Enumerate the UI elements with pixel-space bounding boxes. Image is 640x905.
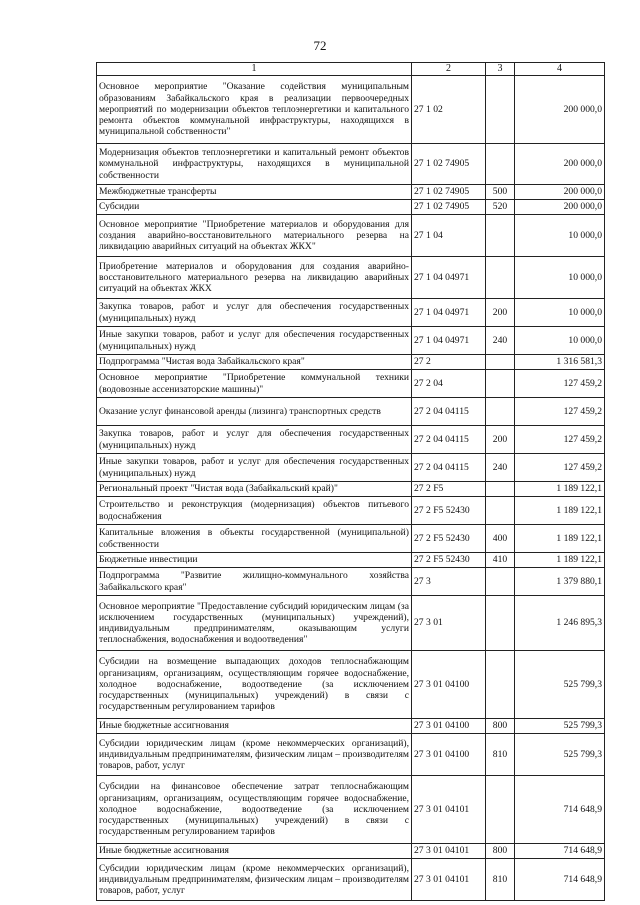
row-name: Субсидии на финансовое обеспечение затрат теплоснабжающим организациям, организациям, осуществляющим горячее водоснабжение, холодное водоснабжение, водоотведение (за исключением государственных (муниципальных) учреждений) в связи с государственным регулированием тарифов — [97, 776, 412, 844]
row-amount: 1 189 122,1 — [515, 482, 605, 497]
row-code: 27 1 02 74905 — [412, 185, 486, 200]
row-code: 27 2 04 04115 — [412, 454, 486, 482]
row-code: 27 1 02 — [412, 76, 486, 144]
row-expense-type: 410 — [486, 553, 515, 568]
table-row — [97, 185, 605, 200]
row-name: Основное мероприятие "Приобретение коммунальной техники (водовозные ассенизаторские машины)" — [97, 370, 412, 398]
column-header-expense-type: 3 — [486, 63, 515, 76]
row-expense-type: 810 — [486, 859, 515, 901]
table-row — [97, 454, 605, 482]
column-header-amount: 4 — [515, 63, 605, 76]
row-code: 27 3 01 04101 — [412, 844, 486, 859]
row-amount: 127 459,2 — [515, 426, 605, 454]
row-amount: 127 459,2 — [515, 398, 605, 426]
table-row — [97, 144, 605, 185]
row-expense-type — [486, 497, 515, 525]
row-expense-type — [486, 596, 515, 651]
row-amount: 1 189 122,1 — [515, 497, 605, 525]
table-row — [97, 215, 605, 257]
row-amount: 200 000,0 — [515, 185, 605, 200]
row-expense-type — [486, 482, 515, 497]
row-expense-type — [486, 370, 515, 398]
row-name: Приобретение материалов и оборудования для создания аварийно-восстановительного материального резерва на ликвидацию аварийных ситуаций на объектах ЖКХ — [97, 257, 412, 299]
row-expense-type — [486, 776, 515, 844]
row-amount: 200 000,0 — [515, 76, 605, 144]
row-amount: 1 316 581,3 — [515, 355, 605, 370]
row-expense-type: 200 — [486, 426, 515, 454]
row-name: Основное мероприятие "Приобретение материалов и оборудования для создания аварийно-восстановительного материального резерва на ликвидацию аварийных ситуаций на объектах ЖКХ" — [97, 215, 412, 257]
table-row — [97, 76, 605, 144]
table-row — [97, 525, 605, 553]
row-expense-type: 810 — [486, 734, 515, 776]
row-expense-type: 400 — [486, 525, 515, 553]
row-code: 27 2 F5 52430 — [412, 525, 486, 553]
row-expense-type — [486, 76, 515, 144]
row-amount: 200 000,0 — [515, 200, 605, 215]
row-expense-type — [486, 398, 515, 426]
table-row — [97, 568, 605, 596]
row-name: Строительство и реконструкция (модернизация) объектов питьевого водоснабжения — [97, 497, 412, 525]
row-code: 27 2 04 — [412, 370, 486, 398]
row-amount: 10 000,0 — [515, 257, 605, 299]
row-name: Закупка товаров, работ и услуг для обеспечения государственных (муниципальных) нужд — [97, 299, 412, 327]
row-name: Подпрограмма "Чистая вода Забайкальского края" — [97, 355, 412, 370]
row-amount: 714 648,9 — [515, 776, 605, 844]
row-amount: 1 189 122,1 — [515, 525, 605, 553]
row-name: Иные бюджетные ассигнования — [97, 844, 412, 859]
table-row — [97, 651, 605, 719]
column-header-name: 1 — [97, 63, 412, 76]
page-number: 72 — [313, 38, 327, 53]
table-row — [97, 327, 605, 355]
row-code: 27 2 — [412, 355, 486, 370]
row-name: Субсидии юридическим лицам (кроме некоммерческих организаций), индивидуальным предпринимателям, физическим лицам – производителям товаров, работ, услуг — [97, 734, 412, 776]
table-row — [97, 844, 605, 859]
row-code: 27 2 04 04115 — [412, 426, 486, 454]
table-row — [97, 370, 605, 398]
row-amount: 714 648,9 — [515, 859, 605, 901]
row-amount: 10 000,0 — [515, 299, 605, 327]
row-name: Субсидии — [97, 200, 412, 215]
row-name: Иные бюджетные ассигнования — [97, 719, 412, 734]
row-code: 27 3 01 04100 — [412, 651, 486, 719]
row-code: 27 1 04 04971 — [412, 299, 486, 327]
row-expense-type — [486, 651, 515, 719]
row-code: 27 3 01 04101 — [412, 859, 486, 901]
row-expense-type — [486, 355, 515, 370]
row-name: Основное мероприятие "Предоставление субсидий юридическим лицам (за исключением государственных (муниципальных) учреждений), индивидуальным предпринимателям, оказывающим услуги теплоснабжения, водоснабжения и водоотведения" — [97, 596, 412, 651]
row-code: 27 1 04 — [412, 215, 486, 257]
row-code: 27 3 01 04100 — [412, 734, 486, 776]
row-amount: 10 000,0 — [515, 215, 605, 257]
row-amount: 525 799,3 — [515, 651, 605, 719]
row-code: 27 2 F5 52430 — [412, 497, 486, 525]
row-expense-type — [486, 215, 515, 257]
row-expense-type — [486, 568, 515, 596]
row-amount: 1 246 895,3 — [515, 596, 605, 651]
row-code: 27 1 02 74905 — [412, 200, 486, 215]
row-code: 27 2 F5 52430 — [412, 553, 486, 568]
row-expense-type: 200 — [486, 299, 515, 327]
row-amount: 525 799,3 — [515, 719, 605, 734]
table-row — [97, 596, 605, 651]
table-header-row — [97, 63, 605, 76]
row-name: Региональный проект "Чистая вода (Забайкальский край)" — [97, 482, 412, 497]
row-name: Модернизация объектов теплоэнергетики и капитальный ремонт объектов коммунальной инфраструктуры, находящихся в муниципальной собственности — [97, 144, 412, 185]
row-code: 27 3 01 — [412, 596, 486, 651]
table-row — [97, 734, 605, 776]
row-amount: 10 000,0 — [515, 327, 605, 355]
budget-table — [96, 62, 605, 901]
table-row — [97, 426, 605, 454]
row-code: 27 1 04 04971 — [412, 327, 486, 355]
row-expense-type: 520 — [486, 200, 515, 215]
row-expense-type: 800 — [486, 719, 515, 734]
table-row — [97, 553, 605, 568]
table-row — [97, 859, 605, 901]
row-code: 27 2 F5 — [412, 482, 486, 497]
table-row — [97, 497, 605, 525]
row-name: Субсидии на возмещение выпадающих доходов теплоснабжающим организациям, организациям, осуществляющим горячее водоснабжение, холодное водоснабжение, водоотведение (за исключением государственных (муниципальных) учреждений) в связи с государственным регулированием тарифов — [97, 651, 412, 719]
table-row — [97, 200, 605, 215]
row-name: Иные закупки товаров, работ и услуг для обеспечения государственных (муниципальных) нужд — [97, 327, 412, 355]
row-code: 27 3 01 04100 — [412, 719, 486, 734]
row-expense-type: 240 — [486, 454, 515, 482]
row-expense-type — [486, 257, 515, 299]
row-name: Бюджетные инвестиции — [97, 553, 412, 568]
table-row — [97, 355, 605, 370]
row-name: Субсидии юридическим лицам (кроме некоммерческих организаций), индивидуальным предпринимателям, физическим лицам – производителям товаров, работ, услуг — [97, 859, 412, 901]
row-code: 27 1 02 74905 — [412, 144, 486, 185]
table-row — [97, 299, 605, 327]
row-code: 27 2 04 04115 — [412, 398, 486, 426]
row-code: 27 3 — [412, 568, 486, 596]
table-row — [97, 257, 605, 299]
row-amount: 525 799,3 — [515, 734, 605, 776]
table-row — [97, 398, 605, 426]
row-expense-type: 800 — [486, 844, 515, 859]
row-name: Капитальные вложения в объекты государственной (муниципальной) собственности — [97, 525, 412, 553]
row-code: 27 3 01 04101 — [412, 776, 486, 844]
column-header-code: 2 — [412, 63, 486, 76]
row-name: Закупка товаров, работ и услуг для обеспечения государственных (муниципальных) нужд — [97, 426, 412, 454]
table-row — [97, 719, 605, 734]
row-amount: 200 000,0 — [515, 144, 605, 185]
row-name: Иные закупки товаров, работ и услуг для обеспечения государственных (муниципальных) нужд — [97, 454, 412, 482]
row-amount: 1 379 880,1 — [515, 568, 605, 596]
row-name: Оказание услуг финансовой аренды (лизинга) транспортных средств — [97, 398, 412, 426]
row-code: 27 1 04 04971 — [412, 257, 486, 299]
row-expense-type: 240 — [486, 327, 515, 355]
table-row — [97, 776, 605, 844]
row-amount: 127 459,2 — [515, 454, 605, 482]
row-name: Основное мероприятие "Оказание содействия муниципальным образованиям Забайкальского края в реализации первоочередных мероприятий по модернизации объектов теплоэнергетики и капитального ремонта объектов коммунальной инфраструктуры, находящихся в муниципальной собственности" — [97, 76, 412, 144]
row-amount: 127 459,2 — [515, 370, 605, 398]
row-amount: 1 189 122,1 — [515, 553, 605, 568]
row-name: Подпрограмма "Развитие жилищно-коммунального хозяйства Забайкальского края" — [97, 568, 412, 596]
row-name: Межбюджетные трансферты — [97, 185, 412, 200]
row-expense-type — [486, 144, 515, 185]
row-expense-type: 500 — [486, 185, 515, 200]
table-row — [97, 482, 605, 497]
row-amount: 714 648,9 — [515, 844, 605, 859]
